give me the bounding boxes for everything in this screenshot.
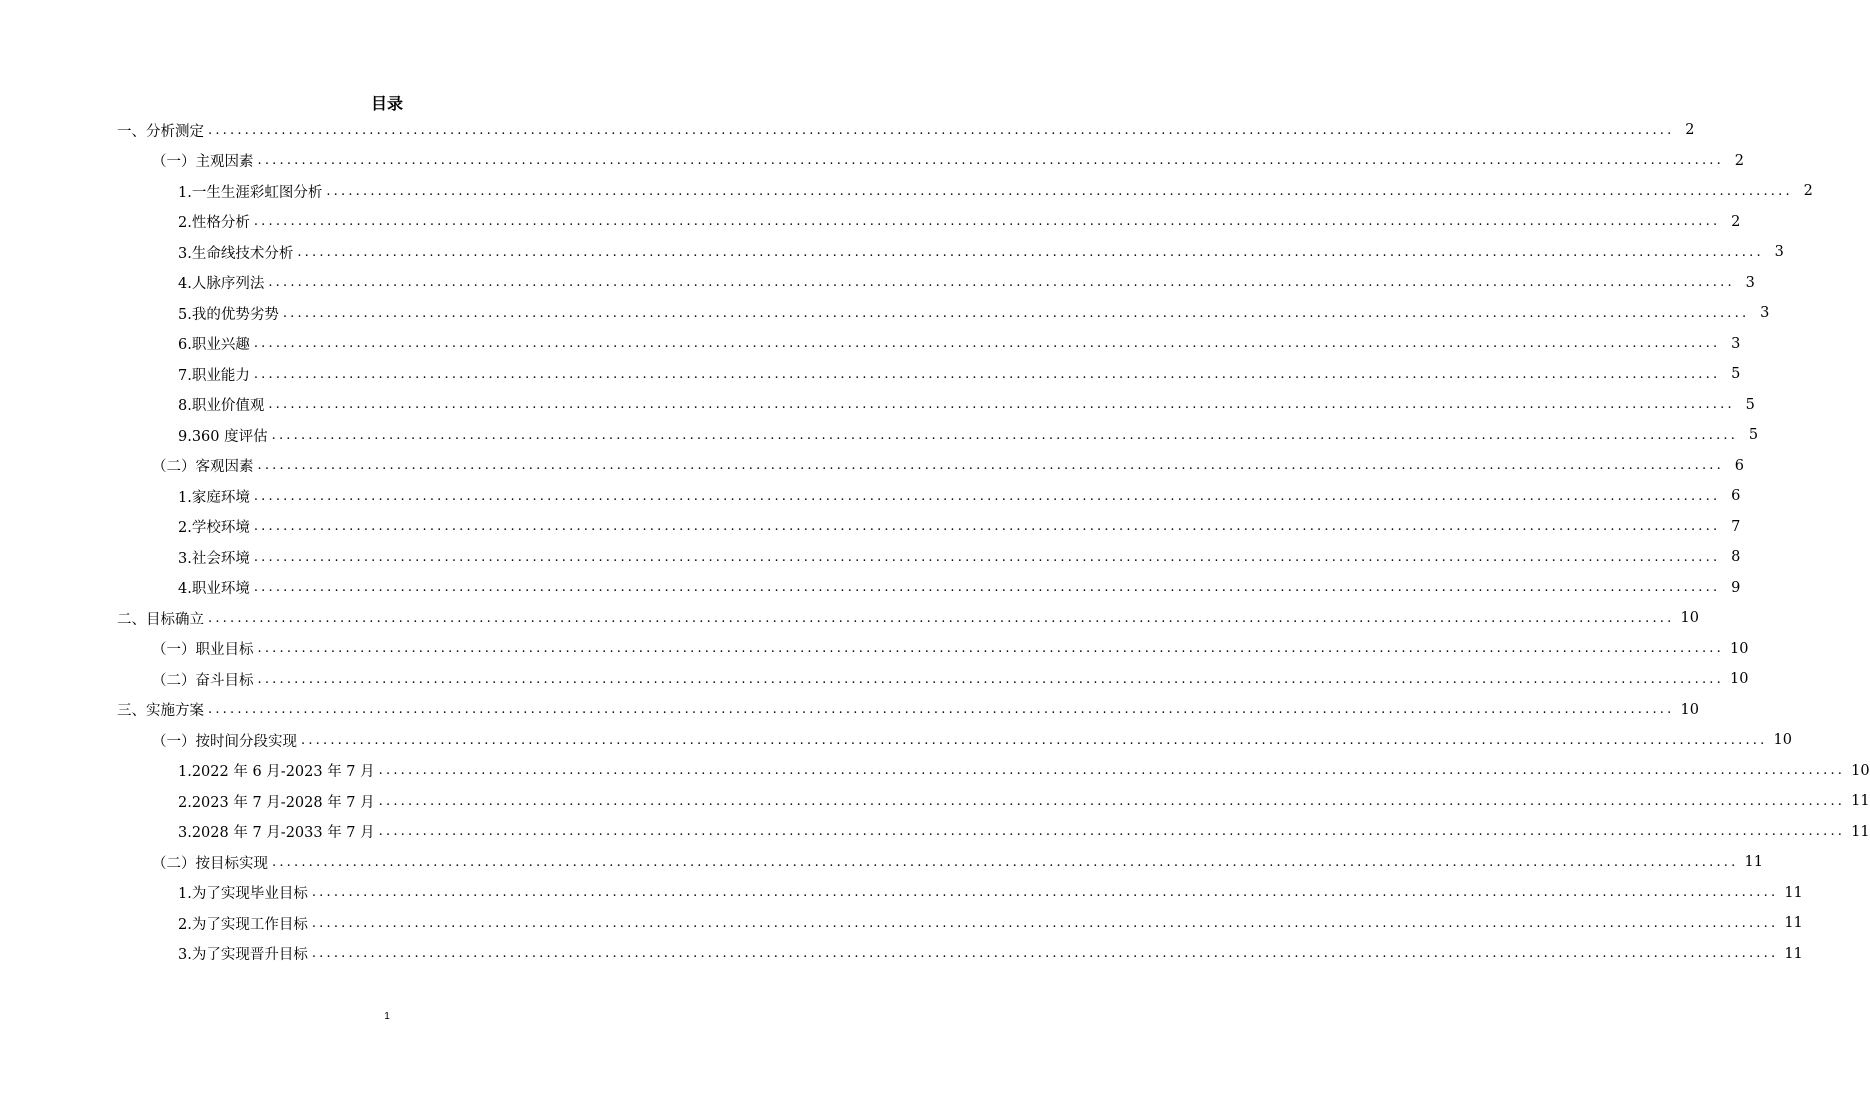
- toc-entry-label: 6.职业兴趣: [178, 337, 250, 353]
- toc-entry-label: 二、目标确立: [117, 611, 204, 628]
- toc-entry-page: 2: [1731, 213, 1741, 230]
- toc-entry-page: 10: [1680, 610, 1699, 626]
- toc-entry-page: 3: [1760, 305, 1770, 321]
- toc-entry-label: （一）按时间分段实现: [152, 733, 297, 750]
- toc-dot-leader: ........................................................................................................................................................................................................: [253, 214, 1721, 229]
- toc-entry-page: 11: [1784, 884, 1803, 901]
- toc-entry-page: 3: [1745, 274, 1755, 291]
- toc-entry-page: 3: [1731, 335, 1741, 352]
- toc-entry-label: （二）按目标实现: [152, 855, 268, 872]
- toc-dot-leader: ........................................................................................................................................................................................................: [282, 305, 1750, 321]
- toc-entry-page: 11: [1851, 793, 1870, 809]
- toc-dot-leader: ........................................................................................................................................................................................................: [253, 580, 1721, 595]
- toc-entry-label: 3.2028 年 7 月-2033 年 7 月: [178, 825, 375, 841]
- toc-entry-label: 2.2023 年 7 月-2028 年 7 月: [178, 794, 375, 811]
- toc-entry[interactable]: [117, 116, 1695, 144]
- toc-dot-leader: ........................................................................................................................................................................................................: [268, 397, 1735, 412]
- toc-dot-leader: ........................................................................................................................................................................................................: [253, 549, 1721, 565]
- toc-dot-leader: ........................................................................................................................................................................................................: [253, 488, 1721, 504]
- toc-entry-label: （一）职业目标: [152, 642, 254, 658]
- toc-entry-label: 2.学校环境: [178, 520, 250, 536]
- toc-dot-leader: ........................................................................................................................................................................................................: [253, 519, 1721, 534]
- toc-dot-leader: ........................................................................................................................................................................................................: [326, 183, 1793, 199]
- toc-entry-page: 3: [1774, 244, 1784, 260]
- toc-entry-page: 10: [1729, 671, 1749, 687]
- toc-dot-leader: ........................................................................................................................................................................................................: [311, 946, 1779, 961]
- toc-dot-leader: ........................................................................................................................................................................................................: [311, 915, 1779, 931]
- toc-entry[interactable]: [178, 574, 1741, 602]
- toc-entry-page: 2: [1734, 152, 1744, 169]
- toc-entry[interactable]: [178, 482, 1741, 510]
- toc-entry-page: 10: [1680, 701, 1699, 718]
- toc-dot-leader: ........................................................................................................................................................................................................: [311, 885, 1779, 900]
- toc-entry-label: 一、分析测定: [117, 123, 204, 140]
- toc-entry-page: 10: [1851, 762, 1870, 779]
- toc-entry-page: 5: [1745, 396, 1755, 413]
- toc-entry-page: 10: [1773, 732, 1792, 748]
- toc-entry-label: 1.为了实现毕业目标: [178, 886, 308, 902]
- toc-entry-label: （二）客观因素: [152, 459, 254, 475]
- toc-entry-label: 9.360 度评估: [178, 428, 268, 445]
- toc-entry-label: （二）奋斗目标: [152, 672, 254, 689]
- toc-entry-label: 1.2022 年 6 月-2023 年 7 月: [178, 764, 375, 780]
- toc-entry[interactable]: [178, 818, 1870, 846]
- toc-entry-label: 1.一生生涯彩虹图分析: [178, 184, 323, 201]
- toc-dot-leader: ........................................................................................................................................................................................................: [257, 671, 1724, 687]
- toc-entry-page: 7: [1731, 518, 1741, 535]
- toc-entry[interactable]: [178, 513, 1741, 541]
- toc-entry-label: 3.为了实现晋升目标: [178, 947, 308, 963]
- toc-entry[interactable]: [178, 299, 1770, 327]
- toc-entry-label: 4.职业环境: [178, 581, 250, 597]
- toc-entry-page: 5: [1748, 427, 1759, 443]
- toc-dot-leader: ........................................................................................................................................................................................................: [271, 427, 1739, 443]
- toc-entry-label: 2.为了实现工作目标: [178, 916, 308, 933]
- toc-dot-leader: ........................................................................................................................................................................................................: [257, 153, 1724, 168]
- toc-dot-leader: ........................................................................................................................................................................................................: [378, 793, 1846, 809]
- toc-entry-page: 10: [1729, 640, 1749, 657]
- toc-entry-page: 2: [1803, 183, 1813, 199]
- toc-entry[interactable]: [152, 665, 1749, 693]
- toc-entry-label: 2.性格分析: [178, 215, 250, 231]
- toc-entry[interactable]: [178, 421, 1759, 449]
- toc-entry[interactable]: [178, 360, 1741, 388]
- toc-entry-label: 3.社会环境: [178, 550, 250, 567]
- toc-entry-label: 5.我的优势劣势: [178, 306, 279, 323]
- toc-dot-leader: ........................................................................................................................................................................................................: [268, 275, 1735, 290]
- toc-entry[interactable]: [117, 604, 1699, 632]
- toc-entry-label: （一）主观因素: [152, 154, 254, 170]
- toc-entry[interactable]: [152, 147, 1744, 175]
- toc-entry-page: 11: [1744, 854, 1763, 870]
- toc-entry-label: 3.生命线技术分析: [178, 245, 294, 262]
- toc-entry[interactable]: [178, 391, 1755, 419]
- toc-entry[interactable]: [178, 543, 1741, 571]
- toc-entry-page: 9: [1731, 579, 1741, 596]
- toc-entry[interactable]: [152, 848, 1763, 876]
- page-number: 1: [384, 1011, 390, 1022]
- toc-dot-leader: ........................................................................................................................................................................................................: [257, 458, 1724, 473]
- toc-entry[interactable]: [178, 330, 1741, 358]
- toc-dot-leader: ........................................................................................................................................................................................................: [301, 732, 1768, 748]
- toc-entry[interactable]: [178, 757, 1870, 785]
- toc-entry-page: 11: [1851, 823, 1870, 840]
- toc-entry-label: 7.职业能力: [178, 367, 250, 384]
- toc-entry[interactable]: [178, 208, 1741, 236]
- toc-entry-label: 8.职业价值观: [178, 398, 265, 414]
- toc-dot-leader: ........................................................................................................................................................................................................: [272, 854, 1739, 870]
- toc-dot-leader: ........................................................................................................................................................................................................: [253, 336, 1721, 351]
- toc-dot-leader: ........................................................................................................................................................................................................: [208, 702, 1675, 717]
- toc-entry-page: 6: [1734, 457, 1744, 474]
- toc-entry-label: 三、实施方案: [117, 703, 204, 719]
- toc-entry[interactable]: [178, 879, 1803, 907]
- toc-entry-page: 5: [1731, 366, 1741, 382]
- toc-entry[interactable]: [117, 696, 1699, 724]
- toc-dot-leader: ........................................................................................................................................................................................................: [257, 641, 1724, 656]
- toc-entry-label: 4.人脉序列法: [178, 276, 265, 292]
- toc-entry[interactable]: [178, 269, 1755, 297]
- toc-dot-leader: ........................................................................................................................................................................................................: [378, 763, 1846, 778]
- toc-dot-leader: ........................................................................................................................................................................................................: [378, 824, 1846, 839]
- toc-entry[interactable]: [152, 726, 1792, 754]
- toc-entry[interactable]: [152, 635, 1749, 663]
- toc-entry[interactable]: [178, 238, 1784, 266]
- toc-title: 目录: [370, 94, 403, 113]
- toc-dot-leader: ........................................................................................................................................................................................................: [253, 366, 1721, 382]
- toc-entry-page: 11: [1784, 945, 1803, 962]
- toc-dot-leader: ........................................................................................................................................................................................................: [208, 610, 1675, 626]
- toc-entry[interactable]: [178, 909, 1803, 937]
- toc-dot-leader: ........................................................................................................................................................................................................: [208, 122, 1675, 138]
- toc-entry[interactable]: [178, 787, 1870, 815]
- toc-entry[interactable]: [152, 452, 1744, 480]
- toc-dot-leader: ........................................................................................................................................................................................................: [297, 244, 1764, 260]
- toc-entry-page: 8: [1731, 549, 1741, 565]
- toc-entry-page: 2: [1685, 122, 1695, 138]
- toc-entry[interactable]: [178, 177, 1813, 205]
- toc-entry-page: 11: [1784, 915, 1803, 931]
- toc-entry[interactable]: [178, 940, 1803, 968]
- toc-entry-label: 1.家庭环境: [178, 489, 250, 506]
- toc-entry-page: 6: [1731, 488, 1741, 504]
